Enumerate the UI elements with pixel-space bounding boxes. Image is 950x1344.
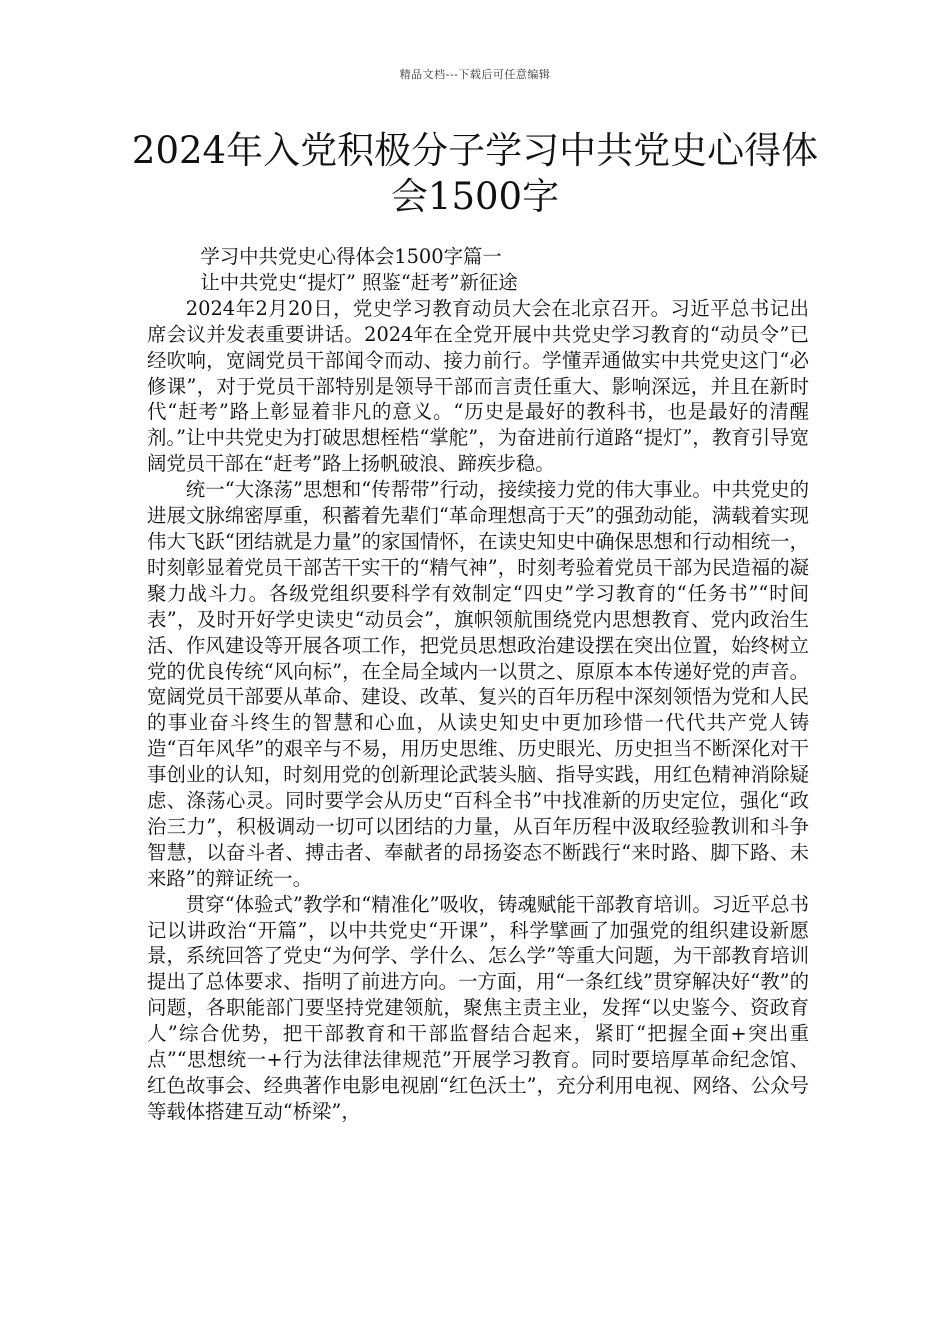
section-title: 学习中共党史心得体会1500字篇一: [200, 245, 502, 268]
body-paragraph: 统一“大涤荡”思想和“传帮带”行动，接续接力党的伟大事业。中共党史的进展文脉绵密厚重，积蓄着先辈们“革命理想高于天”的强劲动能，满载着实现伟大飞跃“团结就是力量”的家国情怀，在读史知史中确保思想和行动相统一，时刻彰显着党员干部苦干实干的“精气神”，时刻考验着党员干部为民造福的凝聚力战斗力。各级党组织要科学有效制定“四史”学习教育的“任务书”“时间表”，及时开好学史读史“动员会”，旗帜领航围绕党内思想教育、党内政治生活、作风建设等开展各项工作，把党员思想政治建设摆在突出位置，始终树立党的优良传统“风向标”，在全局全域内一以贯之、原原本本传递好党的声音。宽阔党员干部要从革命、建设、改革、复兴的百年历程中深刻领悟为党和人民的事业奋斗终生的智慧和心血，从读史知史中更加珍惜一代代共产党人铸造“百年风华”的艰辛与不易，用历史思维、历史眼光、历史担当不断深化对干事创业的认知，时刻用党的创新理论武装头脑、指导实践，用红色精神消除疑虑、涤荡心灵。同时要学会从历史“百科全书”中找准新的历史定位，强化“政治三力”，积极调动一切可以团结的力量，从百年历程中汲取经验教训和斗争智慧，以奋斗者、搏击者、奉献者的昂扬姿态不断践行“来时路、脚下路、未来路”的辩证统一。: [147, 478, 809, 890]
title-line-1: 2024年入党积极分子学习中共党史心得体: [131, 129, 819, 172]
article-title: 让中共党史“提灯” 照鉴“赶考”新征途: [200, 270, 518, 294]
body-paragraph: 2024年2月20日，党史学习教育动员大会在北京召开。习近平总书记出席会议并发表重要讲话。2024年在全党开展中共党史学习教育的“动员令”已经吹响，宽阔党员干部闻令而动、接力前行。学懂弄通做实中共党史这门“必修课”，对于党员干部特别是领导干部而言责任重大、影响深远，并且在新时代“赶考”路上彰显着非凡的意义。“历史是最好的教科书，也是最好的清醒剂。”让中共党史为打破思想桎梏“掌舵”，为奋进前行道路“提灯”，教育引导宽阔党员干部在“赶考”路上扬帆破浪、蹄疾步稳。: [147, 296, 809, 476]
document-body: [147, 244, 809, 1125]
page-header: 精品文档---下载后可任意编辑: [399, 68, 551, 81]
title-line-2: 会1500字: [390, 175, 560, 218]
body-paragraph: 贯穿“体验式”教学和“精准化”吸收，铸魂赋能干部教育培训。习近平总书记以讲政治“开篇”，以中共党史“开课”，科学擘画了加强党的组织建设新愿景，系统回答了党史“为何学、学什么、怎么学”等重大问题，为干部教育培训提出了总体要求、指明了前进方向。一方面，用“一条红线”贯穿解决好“教”的问题，各职能部门要坚持党建领航，聚焦主责主业，发挥“以史鉴今、资政育人”综合优势，把干部教育和干部监督结合起来，紧盯“把握全面+突出重点”“思想统一+行为法律法律规范”开展学习教育。同时要培厚革命纪念馆、红色故事会、经典著作电影电视剧“红色沃土”，充分利用电视、网络、公众号等载体搭建互动“桥梁”，: [147, 892, 809, 1123]
document-title: [100, 128, 850, 220]
